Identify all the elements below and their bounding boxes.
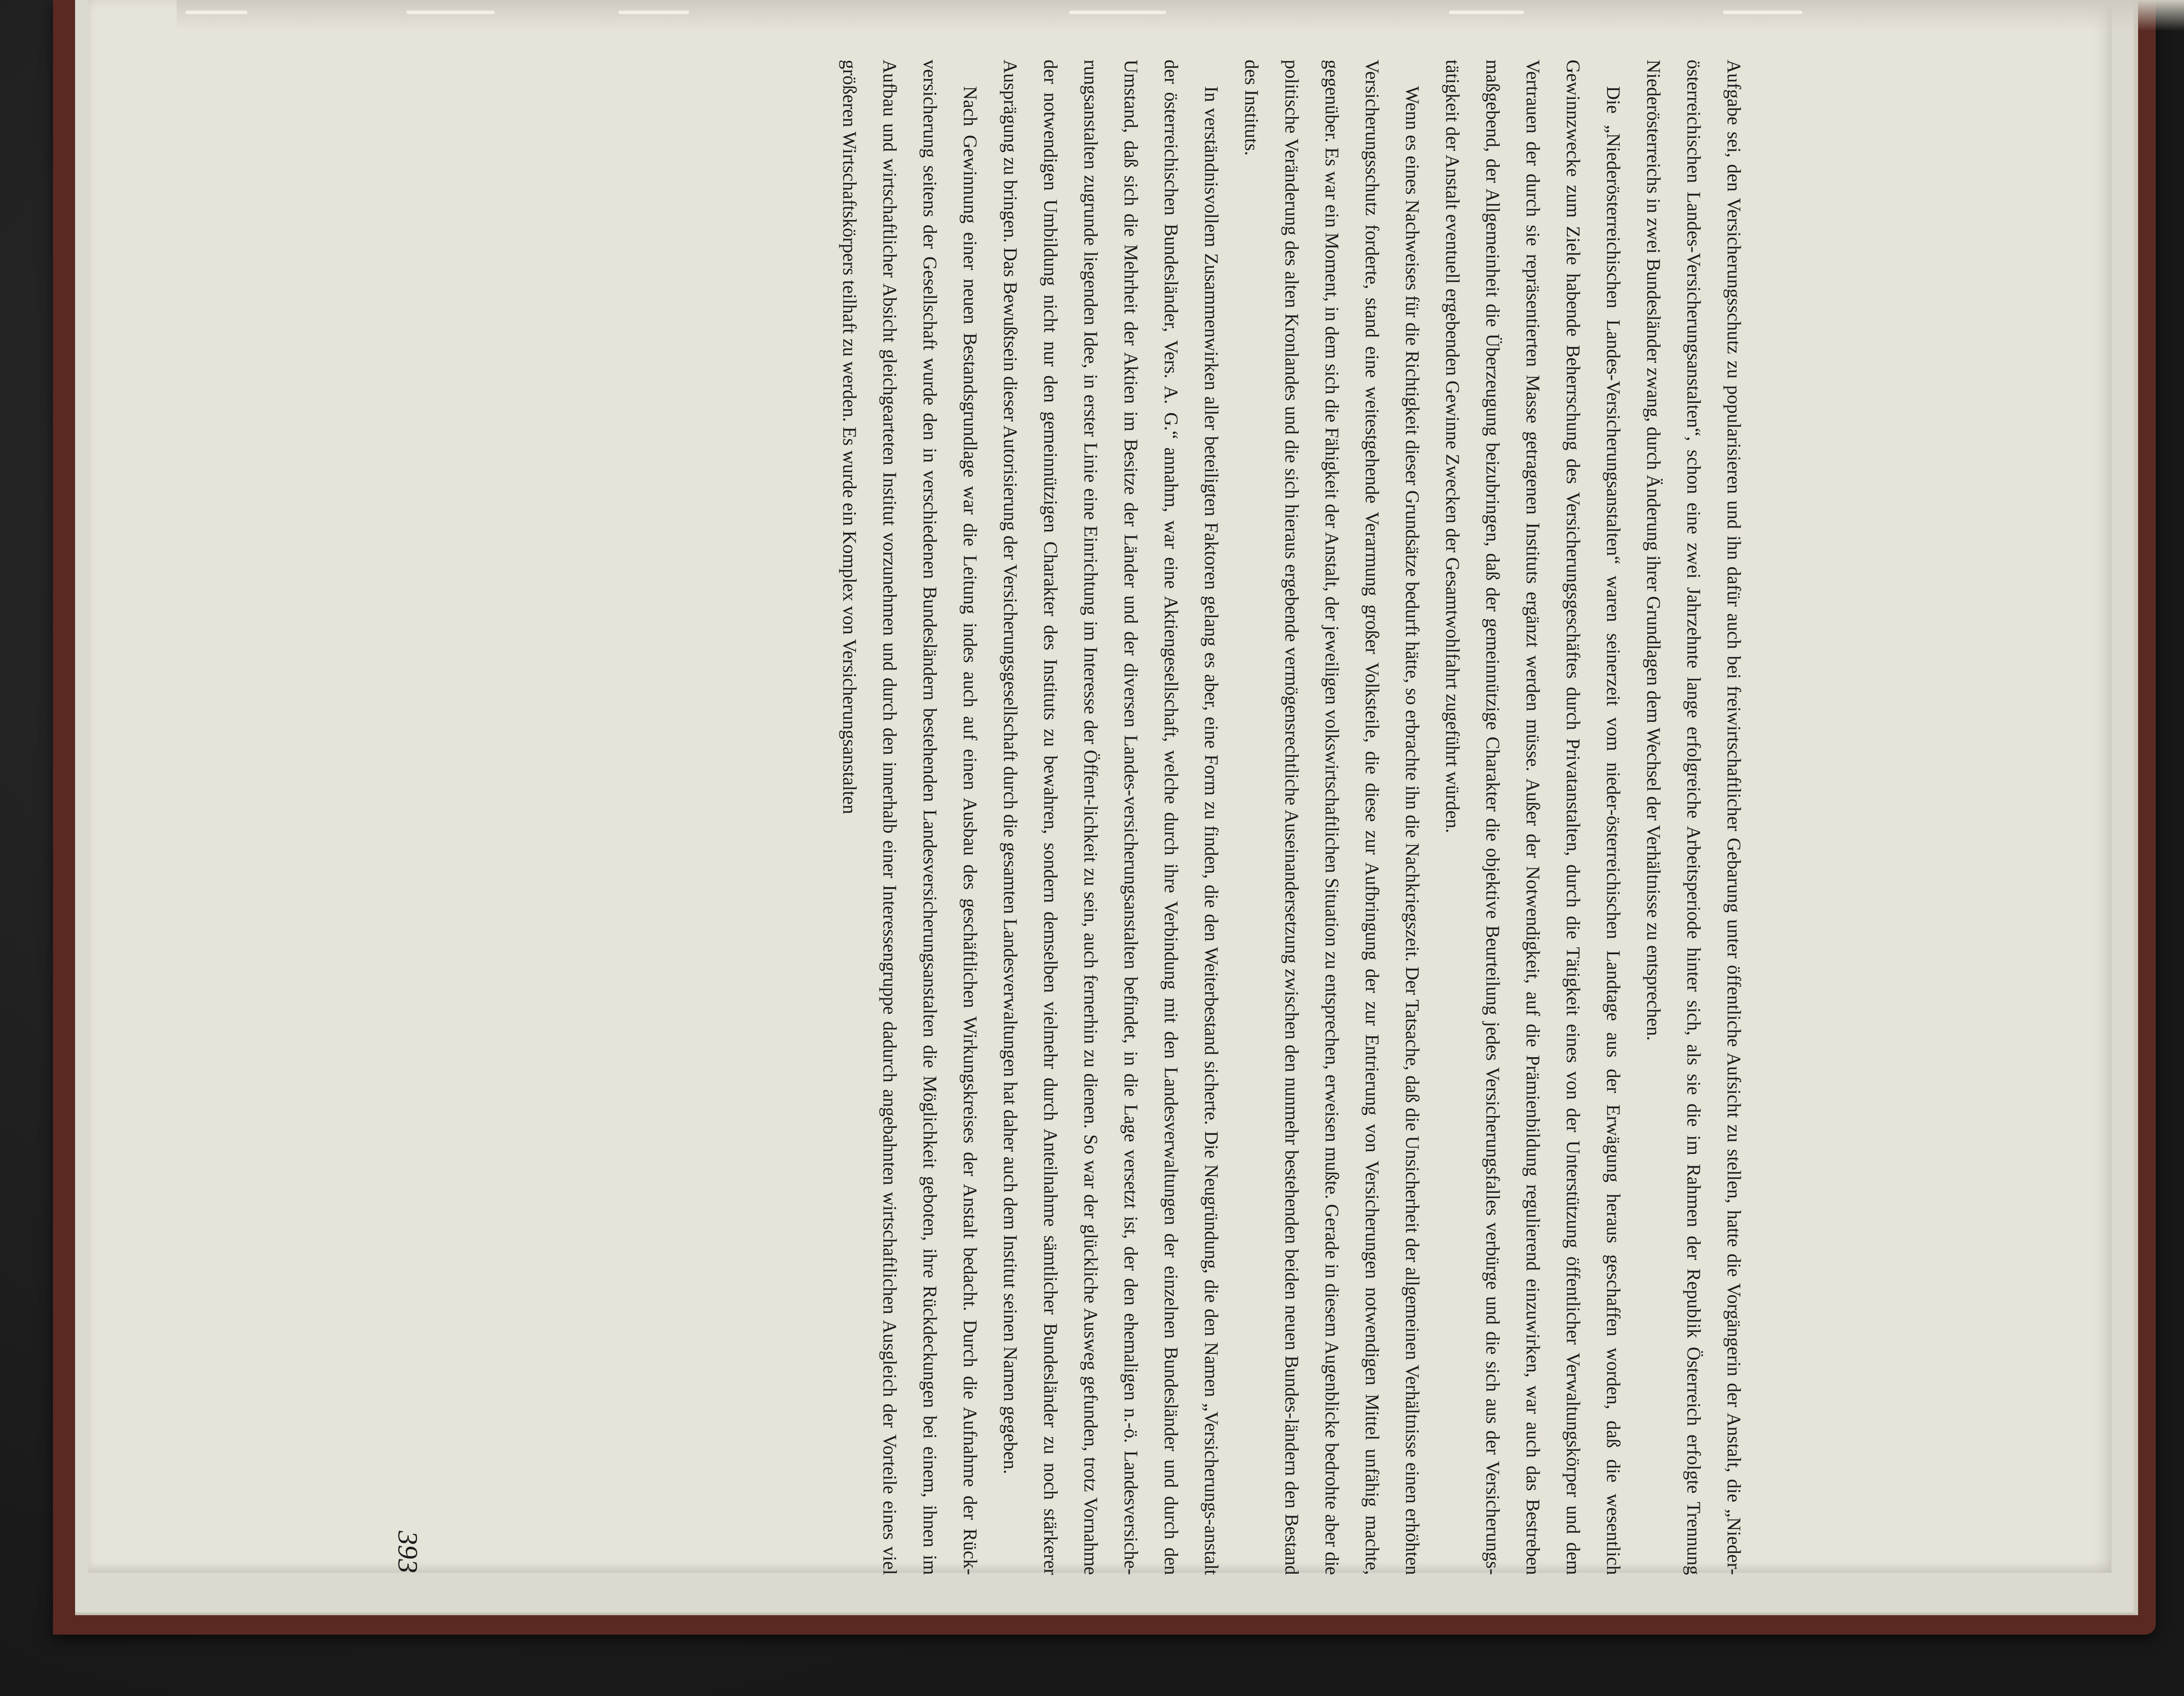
- binding-thread: [618, 11, 689, 14]
- paragraph: Die „Niederösterreichischen Landes-Versicherungsanstalten“ waren seinerzeit vom nieder-österreichischen Landtage aus der Erwägung heraus geschaffen worden, daß die wesentlich Gewinnzwecke zum Ziele habende Beherrschung des Versicherungsgeschäftes durch Privatanstalten, durch die Tätigkeit eines von der Unterstützung öffentlicher Verwaltungskörper und dem Vertrauen der durch sie repräsentierten Masse getragenen Instituts ergänzt werden müsse. Außer der Notwendigkeit, auf die Prämienbildung regulierend einzuwirken, war auch das Bestreben maßgebend, der Allgemeinheit die Überzeugung beizubringen, daß der gemeinnützige Charakter die objektive Beurteilung jedes Versicherungsfalles verbürge und die sich aus der Versicherungs-tätigkeit der Anstalt eventuell ergebenden Gewinne Zwecken der Gesamtwohlfahrt zugeführt würden.: [1442, 60, 1623, 1575]
- paragraph: In verständnisvollem Zusammenwirken aller beteiligten Faktoren gelang es aber, eine Form zu finden, die den Weiterbestand sicherte. Die Neugründung, die den Namen „Versicherungs-anstalt der österreichischen Bundesländer, Vers. A. G.“ annahm, war eine Aktiengesellschaft, welche durch ihre Verbindung mit den Landesverwaltungen der einzelnen Bundesländer und durch den Umstand, daß sich die Mehrheit der Aktien im Besitze der Länder und der diversen Landes-versicherungsanstalten befindet, in die Lage versetzt ist, der den ehemaligen n.-ö. Landesversiche-rungsanstalten zugrunde liegenden Idee, in erster Linie eine Einrichtung im Interesse der Öffent-lichkeit zu sein, auch fernerhin zu dienen. So war der glückliche Ausweg gefunden, trotz Vornahme der notwendigen Umbildung nicht nur den gemeinnützigen Charakter des Instituts zu bewahren, sondern demselben vielmehr durch Anteilnahme sämtlicher Bundesländer zu noch stärkerer Ausprägung zu bringen. Das Bewußtsein dieser Autorisierung der Versicherungsgesellschaft durch die gesamten Landesverwaltungen hat daher auch dem Institut seinen Namen gegeben.: [1000, 60, 1221, 1575]
- binding-thread: [1449, 11, 1524, 14]
- binding-thread: [186, 11, 247, 14]
- paragraph: Nach Gewinnung einer neuen Bestandsgrundlage war die Leitung indes auch auf einen Ausbau des geschäftlichen Wirkungskreises der Anstalt bedacht. Durch die Aufnahme der Rück-versicherung seitens der Gesellschaft wurde den in verschiedenen Bundesländern bestehenden Landesversicherungsanstalten die Möglichkeit geboten, ihre Rückdeckungen bei einem, ihnen im Aufbau und wirtschaftlicher Absicht gleichgearteten Institut vorzunehmen und durch den innerhalb einer Interessengruppe dadurch angebahnten wirtschaftlichen Ausgleich der Vorteile eines viel größeren Wirtschaftskörpers teilhaft zu werden. Es wurde ein Komplex von Versicherungsanstalten: [839, 60, 980, 1575]
- binding-thread: [1723, 11, 1802, 14]
- page-number: 393: [392, 1531, 424, 1573]
- paragraph: Aufgabe sei, den Versicherungsschutz zu popularisieren und ihn dafür auch bei freiwirtschaftlicher Gebarung unter öffentliche Aufsicht zu stellen, hatte die Vorgängerin der Anstalt, die „Nieder-österreichischen Landes-Versicherungsanstalten“, schon eine zwei Jahrzehnte lange erfolgreiche Arbeitsperiode hinter sich, als sie die im Rahmen der Republik Österreich erfolgte Trennung Niederösterreichs in zwei Bundesländer zwang, durch Änderung ihrer Grundlagen dem Wechsel der Verhältnisse zu entsprechen.: [1643, 60, 1744, 1575]
- binding-thread: [1069, 11, 1166, 14]
- rotated-text-block: [392, 60, 1754, 1575]
- binding-thread: [406, 11, 495, 14]
- binding-gutter: [177, 0, 2184, 31]
- paragraph: Wenn es eines Nachweises für die Richtigkeit dieser Grundsätze bedurft hätte, so erbrachte ihn die Nachkriegszeit. Der Tatsache, daß die Unsicherheit der allgemeinen Verhältnisse einen erhöhten Versicherungsschutz forderte, stand eine weitestgehende Verarmung großer Volksteile, die diese zur Aufbringung der zur Entrierung von Versicherungen notwendigen Mittel unfähig machte, gegenüber. Es war ein Moment, in dem sich die Fähigkeit der Anstalt, der jeweiligen volkswirtschaftlichen Situation zu entsprechen, erweisen mußte. Gerade in diesem Augenblicke bedrohte aber die politische Veränderung des alten Kronlandes und die sich hieraus ergebende vermögensrechtliche Auseinandersetzung zwischen den nunmehr bestehenden beiden neuen Bundes-ländern den Bestand des Instituts.: [1241, 60, 1422, 1575]
